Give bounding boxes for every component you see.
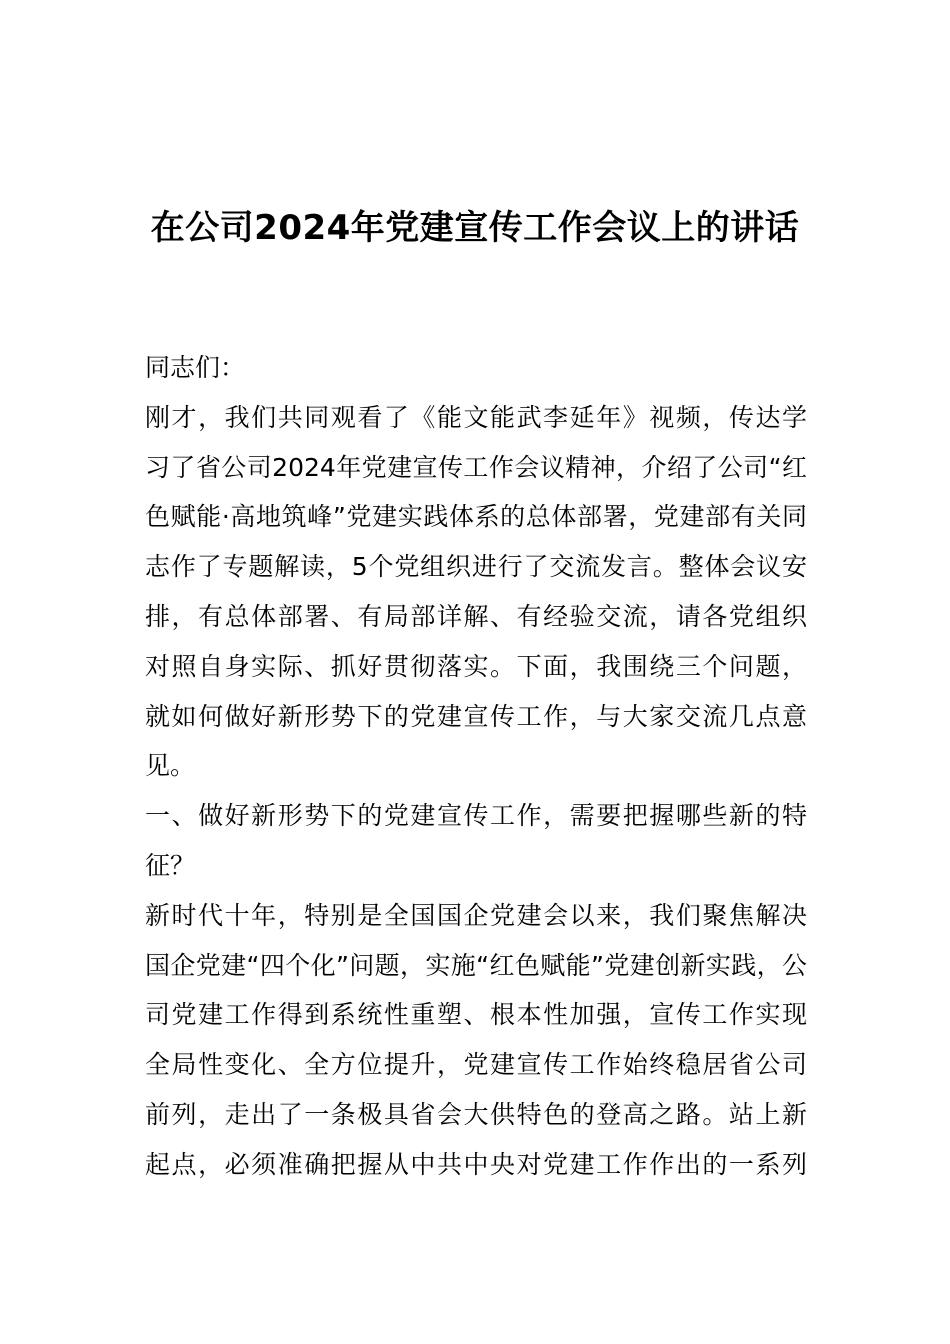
body-line: 对照自身实际、抓好贯彻落实。下面，我围绕三个问题， [145, 651, 807, 681]
body-line: 司党建工作得到系统性重塑、根本性加强，宣传工作实现 [145, 1000, 807, 1030]
document-body [145, 343, 807, 1190]
body-line: 同志们： [145, 353, 246, 382]
body-line: 前列，走出了一条极具省会大供特色的登高之路。站上新 [145, 1099, 807, 1129]
body-line: 一、做好新形势下的党建宣传工作，需要把握哪些新的特 [145, 801, 807, 831]
body-line: 新时代十年，特别是全国国企党建会以来，我们聚焦解决 [145, 900, 807, 930]
body-line: 国企党建“四个化”问题，实施“红色赋能”党建创新实践，公 [145, 950, 807, 980]
body-line: 刚才，我们共同观看了《能文能武李延年》视频，传达学 [145, 402, 807, 432]
body-line: 习了省公司2024年党建宣传工作会议精神，介绍了公司“红 [145, 452, 807, 482]
body-line: 就如何做好新形势下的党建宣传工作，与大家交流几点意 [145, 701, 807, 731]
body-line: 征？ [145, 850, 196, 880]
body-line: 志作了专题解读，5个党组织进行了交流发言。整体会议安 [145, 552, 807, 582]
body-line: 全局性变化、全方位提升，党建宣传工作始终稳居省公司 [145, 1050, 807, 1080]
body-line: 见。 [145, 751, 196, 781]
body-line: 起点，必须准确把握从中共中央对党建工作作出的一系列 [145, 1149, 807, 1179]
body-line: 排，有总体部署、有局部详解、有经验交流，请各党组织 [145, 601, 807, 631]
body-line: 色赋能·高地筑峰”党建实践体系的总体部署，党建部有关同 [145, 502, 807, 532]
document-title: 在公司2024年党建宣传工作会议上的讲话 [150, 208, 800, 248]
